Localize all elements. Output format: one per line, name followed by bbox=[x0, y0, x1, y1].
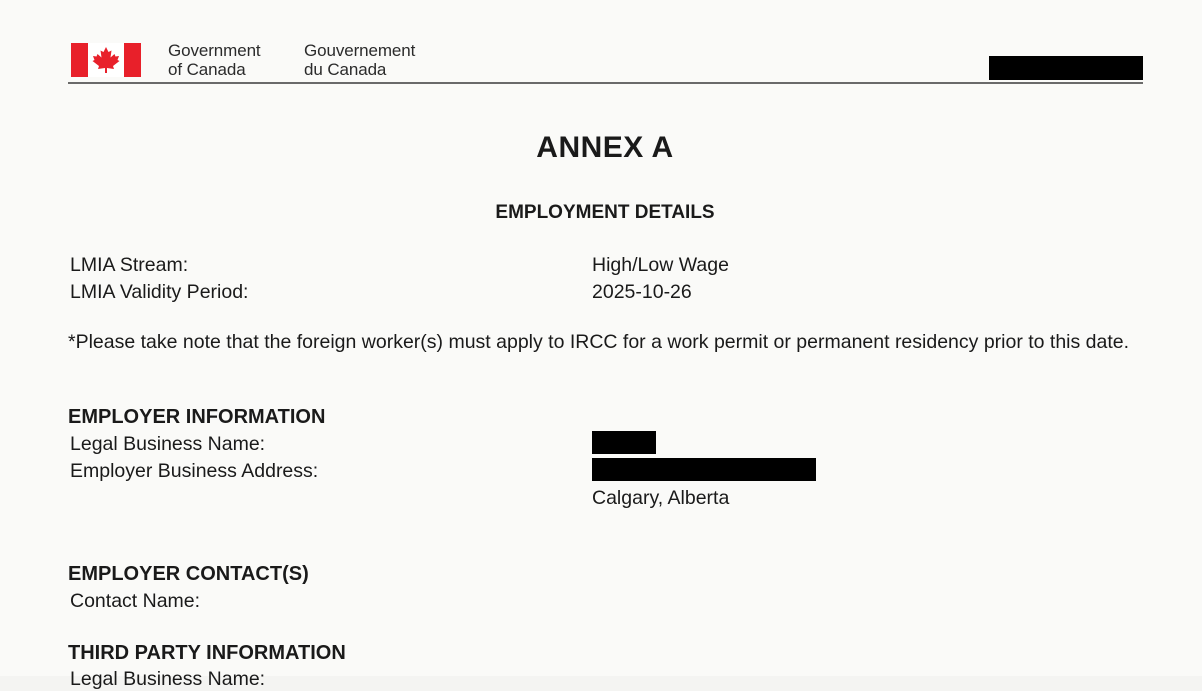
lmia-validity-label: LMIA Validity Period: bbox=[70, 281, 249, 303]
redaction-bar-address bbox=[592, 458, 816, 481]
wordmark-en-line2: of Canada bbox=[168, 60, 246, 79]
work-permit-note: *Please take note that the foreign worker(s) must apply to IRCC for a work permit or permanent residency prior to this date. bbox=[68, 331, 1130, 353]
wordmark-fr-line2: du Canada bbox=[304, 60, 387, 79]
wordmark-french bbox=[304, 41, 415, 79]
redaction-bar-header bbox=[989, 56, 1143, 80]
employer-legal-name-label: Legal Business Name: bbox=[70, 433, 266, 455]
contact-name-label: Contact Name: bbox=[70, 590, 201, 612]
canada-flag-icon bbox=[71, 43, 141, 77]
third-party-heading: THIRD PARTY INFORMATION bbox=[68, 642, 346, 664]
employer-contacts-heading: EMPLOYER CONTACT(S) bbox=[68, 563, 309, 585]
wordmark-english bbox=[168, 41, 261, 79]
lmia-validity-value: 2025-10-26 bbox=[592, 281, 692, 303]
lmia-stream-label: LMIA Stream: bbox=[70, 254, 189, 276]
employer-address-label: Employer Business Address: bbox=[70, 460, 319, 482]
wordmark-fr-line1: Gouvernement bbox=[304, 41, 416, 60]
wordmark-en-line1: Government bbox=[168, 41, 261, 60]
employer-address-city: Calgary, Alberta bbox=[592, 487, 730, 509]
lmia-stream-value: High/Low Wage bbox=[592, 254, 729, 276]
header-divider bbox=[68, 82, 1143, 84]
redaction-bar-legal-name bbox=[592, 431, 656, 454]
employer-information-heading: EMPLOYER INFORMATION bbox=[68, 406, 326, 428]
document-title: ANNEX A bbox=[536, 131, 674, 164]
document-subtitle: EMPLOYMENT DETAILS bbox=[495, 202, 715, 223]
third-party-legal-name-label: Legal Business Name: bbox=[70, 668, 266, 690]
